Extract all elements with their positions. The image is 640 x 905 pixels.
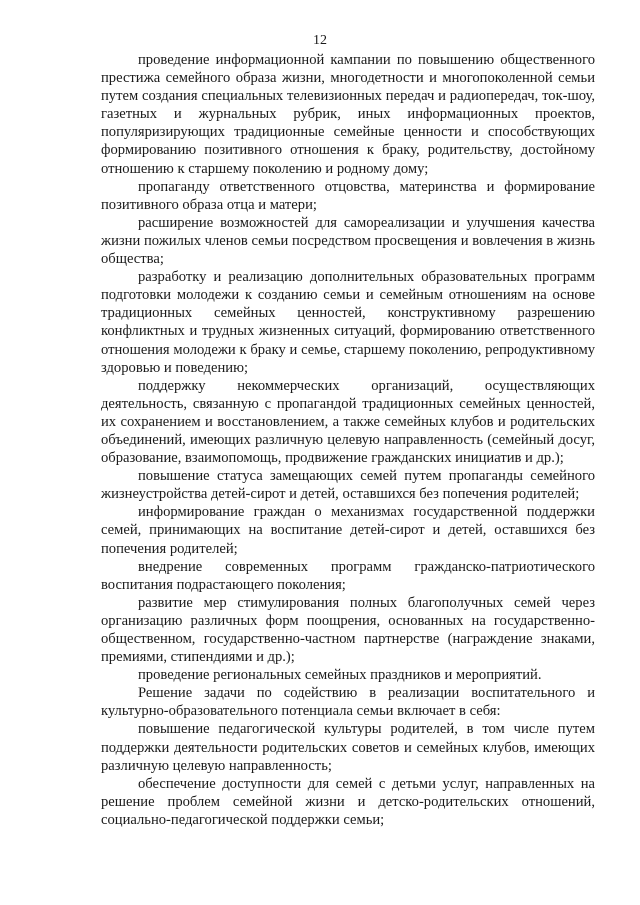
paragraph: внедрение современных программ гражданско-патриотического воспитания подрастающего поколения; bbox=[101, 558, 595, 593]
paragraph: повышение педагогической культуры родителей, в том числе путем поддержки деятельности родительских советов и семейных клубов, имеющих различную целевую направленность; bbox=[101, 721, 595, 774]
paragraph: развитие мер стимулирования полных благополучных семей через организацию различных форм поощрения, основанных на государственно-общественном, государственно-частном партнерстве (награждение знаками, премиями, стипендиями и др.); bbox=[101, 594, 595, 666]
body-text bbox=[101, 51, 595, 829]
paragraph: Решение задачи по содействию в реализации воспитательного и культурно-образовательного потенциала семьи включает в себя: bbox=[101, 685, 595, 720]
paragraph: проведение информационной кампании по повышению общественного престижа семейного образа жизни, многодетности и многопоколенной семьи путем создания специальных телевизионных передач и радиопередач, ток-шоу, газетных и журнальных рубрик, иных информационных проектов, популяризирующих традиционные семейные ценности и способствующих формированию позитивного отношения к браку, родительству, достойному отношению к старшему поколению и родному дому; bbox=[101, 52, 595, 177]
paragraph: обеспечение доступности для семей с детьми услуг, направленных на решение проблем семейной жизни и детско-родительских отношений, социально-педагогической поддержки семьи; bbox=[101, 775, 595, 828]
paragraph: проведение региональных семейных праздников и мероприятий. bbox=[138, 667, 542, 684]
paragraph: информирование граждан о механизмах государственной поддержки семей, принимающих на воспитание детей-сирот и детей, оставшихся без попечения родителей; bbox=[101, 504, 595, 557]
paragraph: разработку и реализацию дополнительных образовательных программ подготовки молодежи к созданию семьи и семейным отношениям на основе традиционных семейных ценностей, конструктивному разрешению конфликтных и трудных жизненных ситуаций, формированию ответственного отношения молодежи к браку и семье, старшему поколению, репродуктивному здоровью и поведению; bbox=[101, 269, 595, 376]
paragraph: поддержку некоммерческих организаций, осуществляющих деятельность, связанную с пропагандой традиционных семейных ценностей, их сохранением и восстановлением, а также семейных клубов и родительских объединений, имеющих различную целевую направленность (семейный досуг, образование, взаимопомощь, продвижение гражданских инициатив и др.); bbox=[101, 377, 595, 467]
paragraph: повышение статуса замещающих семей путем пропаганды семейного жизнеустройства детей-сирот и детей, оставшихся без попечения родителей; bbox=[101, 468, 595, 503]
paragraph: расширение возможностей для самореализации и улучшения качества жизни пожилых членов семьи посредством просвещения и вовлечения в жизнь общества; bbox=[101, 214, 595, 268]
page-number: 12 bbox=[313, 33, 327, 48]
paragraph: пропаганду ответственного отцовства, материнства и формирование позитивного образа отца и матери; bbox=[101, 178, 595, 213]
